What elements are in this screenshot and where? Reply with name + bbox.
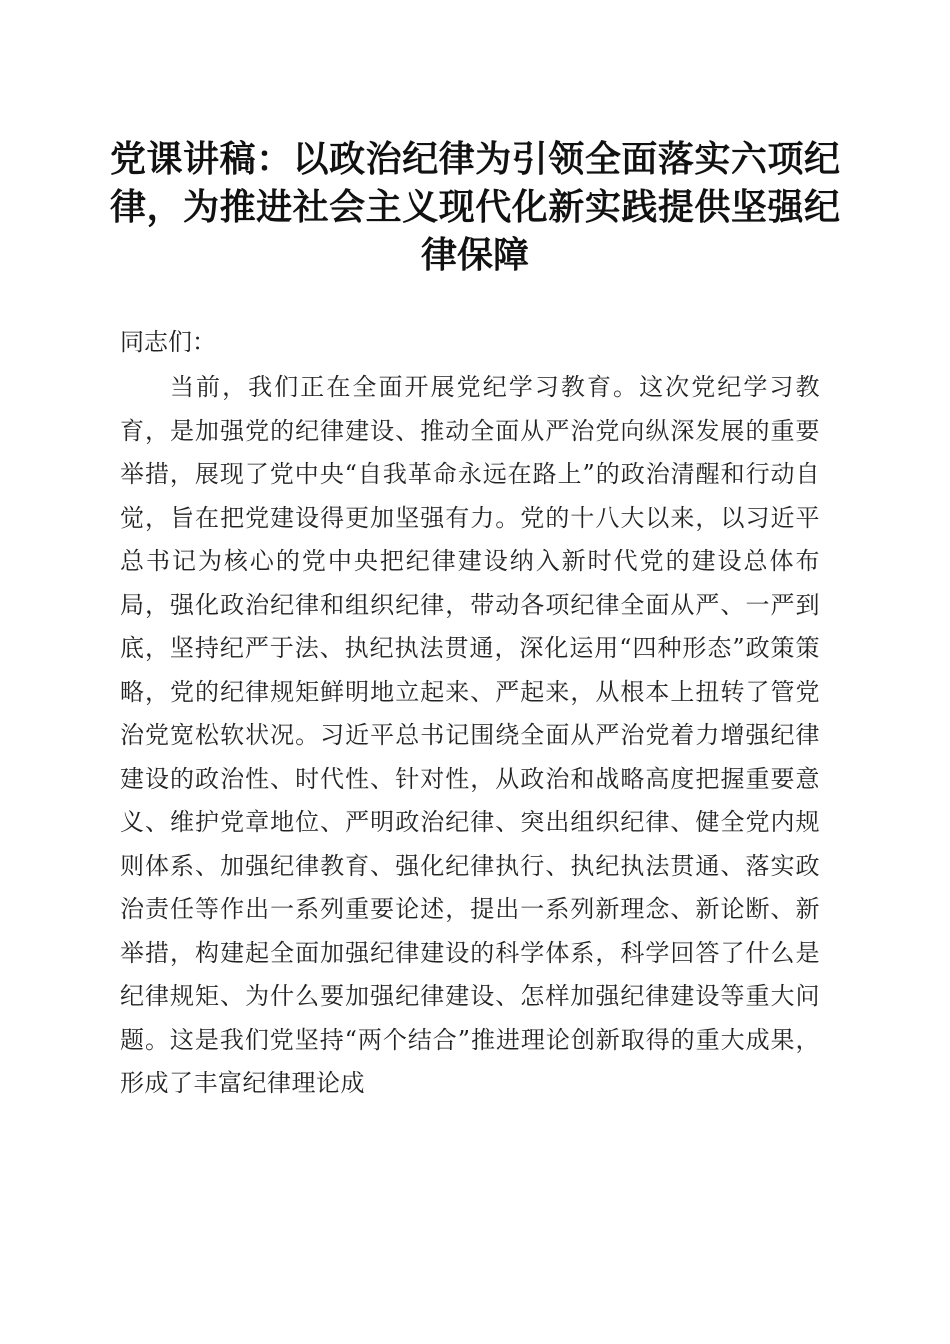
body-paragraph: 当前，我们正在全面开展党纪学习教育。这次党纪学习教育，是加强党的纪律建设、推动全面从严治党向纵深发展的重要举措，展现了党中央“自我革命永远在路上”的政治清醒和行动自觉，旨在把党建设得更加坚强有力。党的十八大以来，以习近平总书记为核心的党中央把纪律建设纳入新时代党的建设总体布局，强化政治纪律和组织纪律，带动各项纪律全面从严、一严到底，坚持纪严于法、执纪执法贯通，深化运用“四种形态”政策策略，党的纪律规矩鲜明地立起来、严起来，从根本上扭转了管党治党宽松软状况。习近平总书记围绕全面从严治党着力增强纪律建设的政治性、时代性、针对性，从政治和战略高度把握重要意义、维护党章地位、严明政治纪律、突出组织纪律、健全党内规则体系、加强纪律教育、强化纪律执行、执纪执法贯通、落实政治责任等作出一系列重要论述，提出一系列新理念、新论断、新举措，构建起全面加强纪律建设的科学体系，科学回答了什么是纪律规矩、为什么要加强纪律建设、怎样加强纪律建设等重大问题。这是我们党坚持“两个结合”推进理论创新取得的重大成果，形成了丰富纪律理论成: [120, 373, 820, 1097]
salutation: 同志们：: [120, 328, 216, 356]
document-title: 党课讲稿：以政治纪律为引领全面落实六项纪律，为推进社会主义现代化新实践提供坚强纪律保障: [110, 138, 840, 276]
